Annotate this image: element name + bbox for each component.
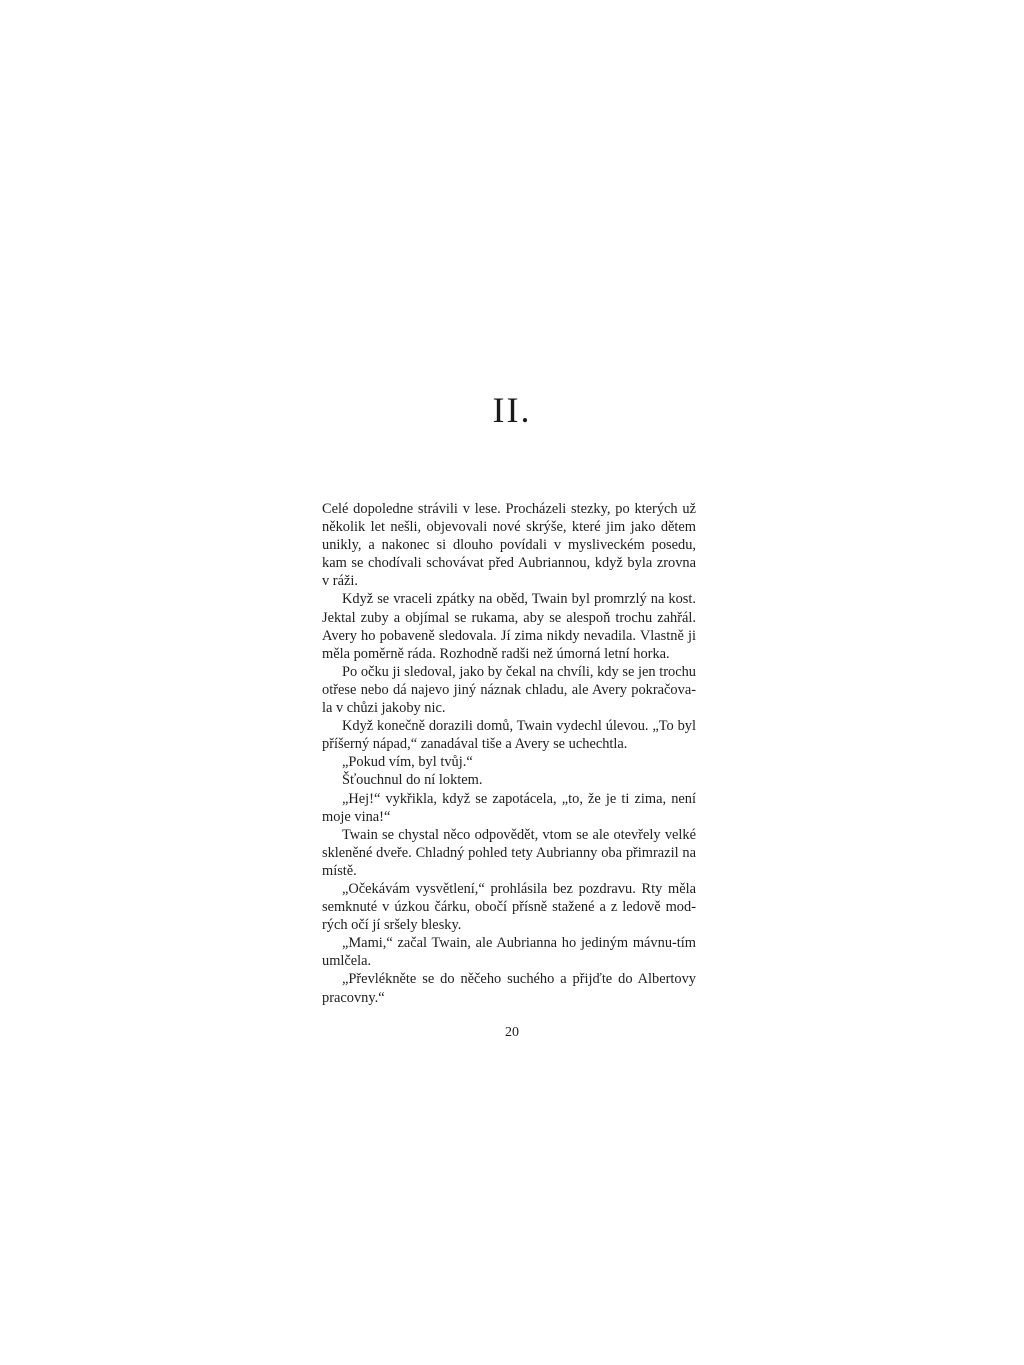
- chapter-heading: II.: [492, 390, 532, 430]
- paragraph: „Pokud vím, byl tvůj.“: [342, 754, 473, 771]
- paragraph: „Mami,“ začal Twain, ale Aubrianna ho jediným mávnu-tím umlčela.: [322, 935, 696, 970]
- paragraph: „Převlékněte se do něčeho suchého a přijďte do Albertovy pracovny.“: [322, 971, 696, 1006]
- paragraph: Šťouchnul do ní loktem.: [342, 772, 483, 789]
- paragraph: Po očku ji sledoval, jako by čekal na chvíli, kdy se jen trochu otřese nebo dá najevo jiný náznak chladu, ale Avery pokračova-la v chůzi jakoby nic.: [322, 663, 696, 717]
- paragraph: Když konečně dorazili domů, Twain vydechl úlevou. „To byl příšerný nápad,“ zanadával tiše a Avery se uchechtla.: [322, 718, 696, 753]
- page-number: 20: [505, 1025, 519, 1040]
- paragraph: „Očekávám vysvětlení,“ prohlásila bez pozdravu. Rty měla semknuté v úzkou čárku, obočí přísně stažené a z ledově mod-rých očí jí sršely blesky.: [322, 880, 696, 934]
- paragraph: Když se vraceli zpátky na oběd, Twain byl promrzlý na kost. Jektal zuby a objímal se rukama, aby se alespoň trochu zahřál. Avery ho pobaveně sledovala. Jí zima nikdy nevadila. Vlastně ji měla poměrně ráda. Rozhodně radši než úmorná letní horka.: [322, 591, 696, 662]
- chapter-body: [322, 500, 696, 1007]
- paragraph: Twain se chystal něco odpovědět, vtom se ale otevřely velké skleněné dveře. Chladný pohled tety Aubrianny oba přimrazil na místě.: [322, 826, 696, 879]
- paragraph: „Hej!“ vykřikla, když se zapotácela, „to, že je ti zima, není moje vina!“: [322, 790, 696, 825]
- paragraph: Celé dopoledne strávili v lese. Procházeli stezky, po kterých už několik let nešli, objevovali nové skrýše, které jim jako dětem unikly, a nakonec si dlouho povídali v mysliveckém posedu, kam se chodívali schovávat před Aubriannou, když byla zrovna v ráži.: [322, 501, 696, 590]
